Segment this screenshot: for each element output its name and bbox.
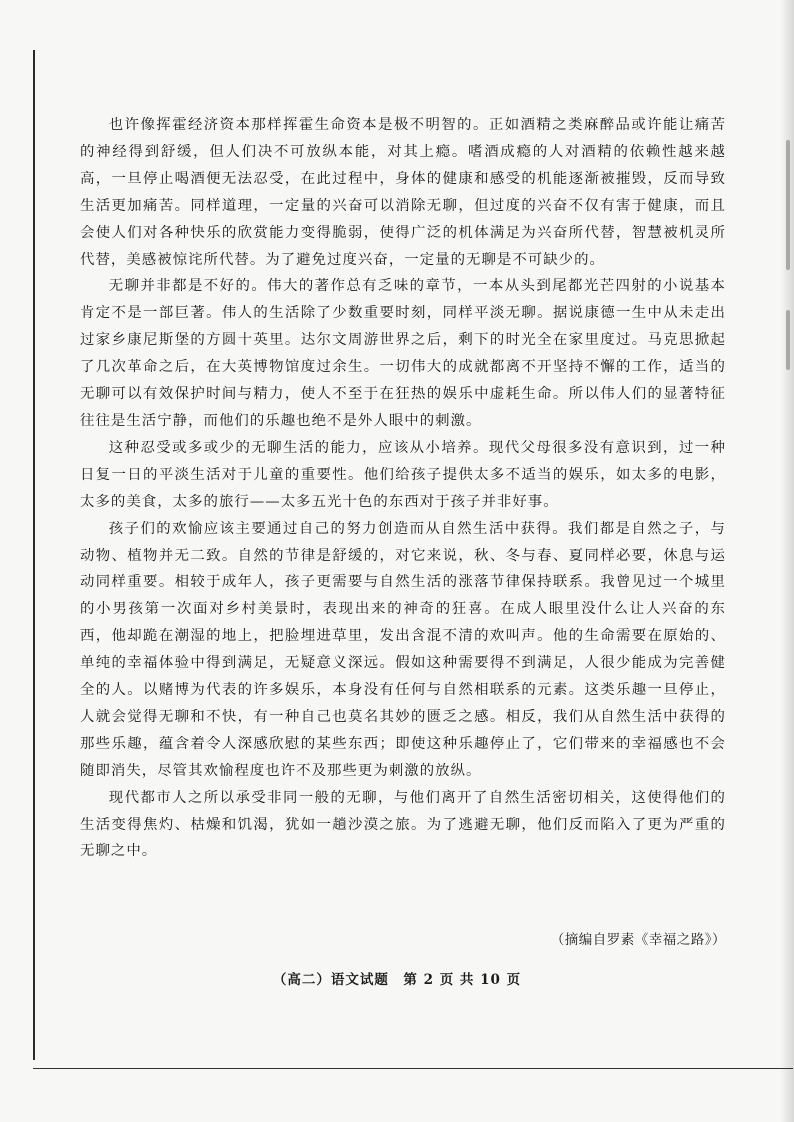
- page-footer: （高二）语文试题 第 2 页 共 10 页: [272, 972, 522, 988]
- left-binding-rule: [33, 50, 35, 1060]
- paragraph-1: 也许像挥霍经济资本那样挥霍生命资本是极不明智的。正如酒精之类麻醉品或许能让痛苦的神经得到舒缓，但人们决不可放纵本能，对其上瘾。嗜酒成瘾的人对酒精的依赖性越来越高，一旦停止喝酒便无法忍受，在此过程中，身体的健康和感受的机能逐渐被摧毁，反而导致生活更加痛苦。同样道理，一定量的兴奋可以消除无聊，但过度的兴奋不仅有害于健康，而且会使人们对各种快乐的欣赏能力变得脆弱，使得广泛的机体满足为兴奋所代替，智慧被机灵所代替，美感被惊诧所代替。为了避免过度兴奋，一定量的无聊是不可缺少的。: [80, 117, 726, 268]
- article-body: [80, 112, 726, 865]
- paragraph-2: 无聊并非都是不好的。伟大的著作总有乏味的章节，一本从头到尾都光芒四射的小说基本肯定不是一部巨著。伟人的生活除了少数重要时刻，同样平淡无聊。据说康德一生中从未走出过家乡康尼斯堡的方圆十英里。达尔文周游世界之后，剩下的时光全在家里度过。马克思掀起了几次革命之后，在大英博物馆度过余生。一切伟大的成就都离不开坚持不懈的工作，适当的无聊可以有效保护时间与精力，使人不至于在狂热的娱乐中虚耗生命。所以伟人们的显著特征往往是生活宁静，而他们的乐趣也绝不是外人眼中的刺激。: [80, 278, 726, 429]
- edge-mark-lower: [786, 310, 790, 370]
- paragraph-3: 这种忍受或多或少的无聊生活的能力，应该从小培养。现代父母很多没有意识到，过一种日复一日的平淡生活对于儿童的重要性。他们给孩子提供太多不适当的娱乐，如太多的电影，太多的美食，太多的旅行——太多五光十色的东西对于孩子并非好事。: [80, 439, 726, 510]
- bottom-edge-rule: [33, 1068, 793, 1069]
- source-citation: （摘编自罗素《幸福之路》）: [550, 932, 726, 948]
- paragraph-4: 孩子们的欢愉应该主要通过自己的努力创造而从自然生活中获得。我们都是自然之子，与动物、植物并无二致。自然的节律是舒缓的，对它来说，秋、冬与春、夏同样必要，休息与运动同样重要。相较于成年人，孩子更需要与自然生活的涨落节律保持联系。我曾见过一个城里的小男孩第一次面对乡村美景时，表现出来的神奇的狂喜。在成人眼里没什么让人兴奋的东西，他却跪在潮湿的地上，把脸埋进草里，发出含混不清的欢叫声。他的生命需要在原始的、单纯的幸福体验中得到满足，无疑意义深远。假如这种需要得不到满足，人很少能成为完善健全的人。以赌博为代表的许多娱乐，本身没有任何与自然相联系的元素。这类乐趣一旦停止，人就会觉得无聊和不快，有一种自己也莫名其妙的匮乏之感。相反，我们从自然生活中获得的那些乐趣，蕴含着令人深感欣慰的某些东西；即使这种乐趣停止了，它们带来的幸福感也不会随即消失，尽管其欢愉程度也许不及那些更为刺激的放纵。: [80, 520, 726, 779]
- edge-mark-upper: [786, 140, 790, 270]
- paragraph-5: 现代都市人之所以承受非同一般的无聊，与他们离开了自然生活密切相关，这使得他们的生活变得焦灼、枯燥和饥渴，犹如一趟沙漠之旅。为了逃避无聊，他们反而陷入了更为严重的无聊之中。: [80, 789, 726, 860]
